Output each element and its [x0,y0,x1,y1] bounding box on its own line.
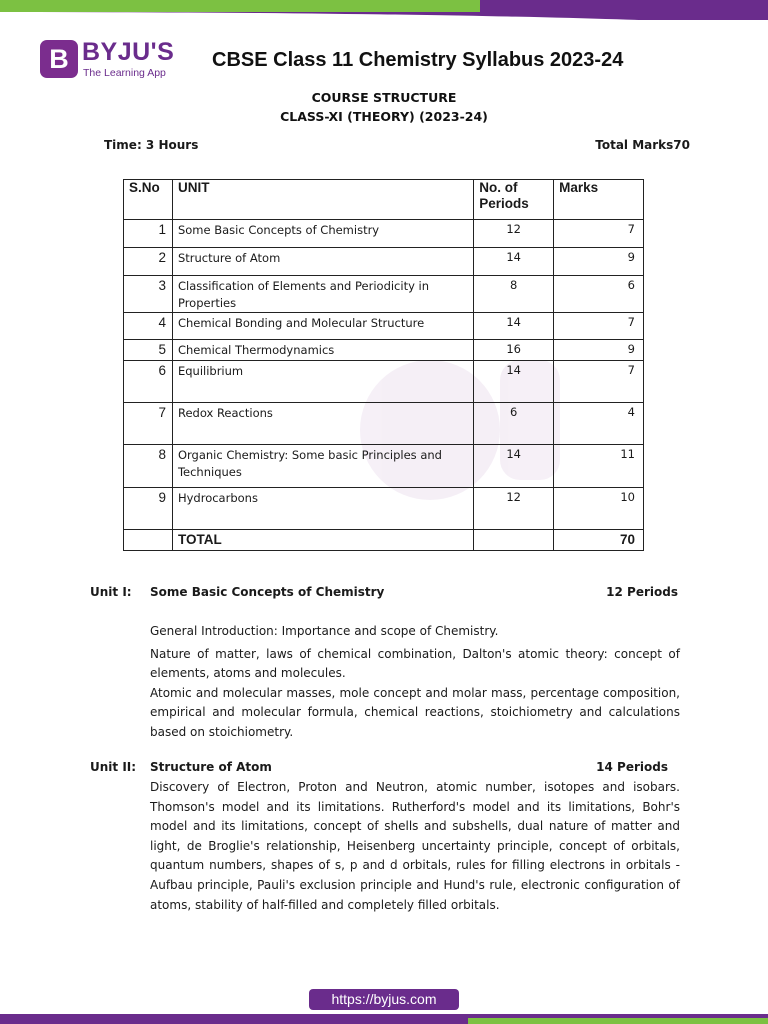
row-marks: 9 [554,248,644,276]
logo-tagline: The Learning App [83,67,166,79]
document-title: CBSE Class 11 Chemistry Syllabus 2023-24 [212,49,624,71]
table-row [124,220,644,248]
unit-paragraph: General Introduction: Importance and scope of Chemistry. [150,624,499,638]
header-unit: UNIT [172,180,473,220]
header-sno: S.No [124,180,173,220]
table-row [124,361,644,403]
row-unit: Hydrocarbons [172,488,473,530]
unit-paragraph: Discovery of Electron, Proton and Neutron, atomic number, isotopes and isobars. Thomson's model and its limitations. Rutherford's model and its limitations, Bohr's model and its limitations, concept of shells and subshells, dual nature of matter and light, de Broglie's relationship, Heisenberg uncertainty principle, concept of orbitals, quantum numbers, shapes of s, p and d orbitals, rules for filling electrons in orbitals - Aufbau principle, Pauli's exclusion principle and Hund's rule, electronic configuration of atoms, stability of half-filled and completely filled orbitals. [150,780,680,912]
table-row [124,313,644,340]
total-periods-cell [474,530,554,551]
table-row [124,445,644,488]
row-periods: 6 [474,403,554,445]
unit-body [150,778,680,915]
unit-heading [90,758,680,778]
row-sno: 5 [124,340,173,361]
row-marks: 9 [554,340,644,361]
row-marks: 7 [554,313,644,340]
total-label: TOTAL [172,530,473,551]
row-sno: 3 [124,276,173,313]
row-marks: 6 [554,276,644,313]
unit-periods: 12 Periods [606,585,678,599]
row-unit: Some Basic Concepts of Chemistry [172,220,473,248]
row-sno: 9 [124,488,173,530]
logo-badge: B [40,40,78,78]
syllabus-table [123,179,644,551]
total-marks-label: Total Marks [595,138,674,152]
row-periods: 14 [474,248,554,276]
table-row [124,276,644,313]
logo-wordmark: BYJU'S [82,38,175,66]
table-row [124,340,644,361]
row-periods: 14 [474,313,554,340]
row-periods: 16 [474,340,554,361]
table-row [124,403,644,445]
unit-periods: 14 Periods [596,760,668,774]
row-sno: 2 [124,248,173,276]
unit-title: Structure of Atom [150,760,272,774]
row-unit: Redox Reactions [172,403,473,445]
total-marks-cell: 70 [554,530,644,551]
header-periods: No. of Periods [474,180,554,220]
unit-section [90,583,680,743]
row-periods: 14 [474,361,554,403]
row-sno: 6 [124,361,173,403]
exam-time: Time: 3 Hours [104,138,199,152]
table-row [124,248,644,276]
unit-paragraph: Nature of matter, laws of chemical combination, Dalton's atomic theory: concept of elements, atoms and molecules. [150,646,680,681]
row-unit: Equilibrium [172,361,473,403]
website-link[interactable]: https://byjus.com [309,989,459,1010]
top-decorative-band [0,0,768,30]
unit-paragraph: Atomic and molecular masses, mole concept and molar mass, percentage composition, empirical and molecular formula, chemical reactions, stoichiometry and calculations based on stoichiometry. [150,685,680,739]
unit-section [90,758,680,915]
table-row [124,488,644,530]
row-marks: 10 [554,488,644,530]
row-sno: 4 [124,313,173,340]
header-marks: Marks [554,180,644,220]
row-unit: Chemical Bonding and Molecular Structure [172,313,473,340]
total-marks [595,138,690,152]
unit-label: Unit II: [90,760,137,774]
total-sno-cell [124,530,173,551]
course-heading [0,88,768,126]
row-marks: 7 [554,220,644,248]
row-periods: 14 [474,445,554,488]
row-sno: 7 [124,403,173,445]
table-total-row [124,530,644,551]
bottom-decorative-band [0,1008,768,1024]
row-periods: 8 [474,276,554,313]
class-line: CLASS-XI (THEORY) (2023-24) [280,109,488,124]
row-periods: 12 [474,488,554,530]
row-unit: Classification of Elements and Periodicity in Properties [172,276,473,313]
unit-body [150,622,680,743]
row-marks: 11 [554,445,644,488]
row-marks: 4 [554,403,644,445]
course-structure-title: COURSE STRUCTURE [311,90,457,105]
unit-label: Unit I: [90,585,132,599]
total-marks-value: 70 [673,138,690,152]
table-header-row [124,180,644,220]
row-sno: 1 [124,220,173,248]
row-periods: 12 [474,220,554,248]
row-marks: 7 [554,361,644,403]
row-unit: Structure of Atom [172,248,473,276]
unit-title: Some Basic Concepts of Chemistry [150,585,385,599]
unit-heading [90,583,680,603]
row-unit: Organic Chemistry: Some basic Principles and Techniques [172,445,473,488]
row-sno: 8 [124,445,173,488]
brand-logo[interactable] [40,40,190,82]
row-unit: Chemical Thermodynamics [172,340,473,361]
